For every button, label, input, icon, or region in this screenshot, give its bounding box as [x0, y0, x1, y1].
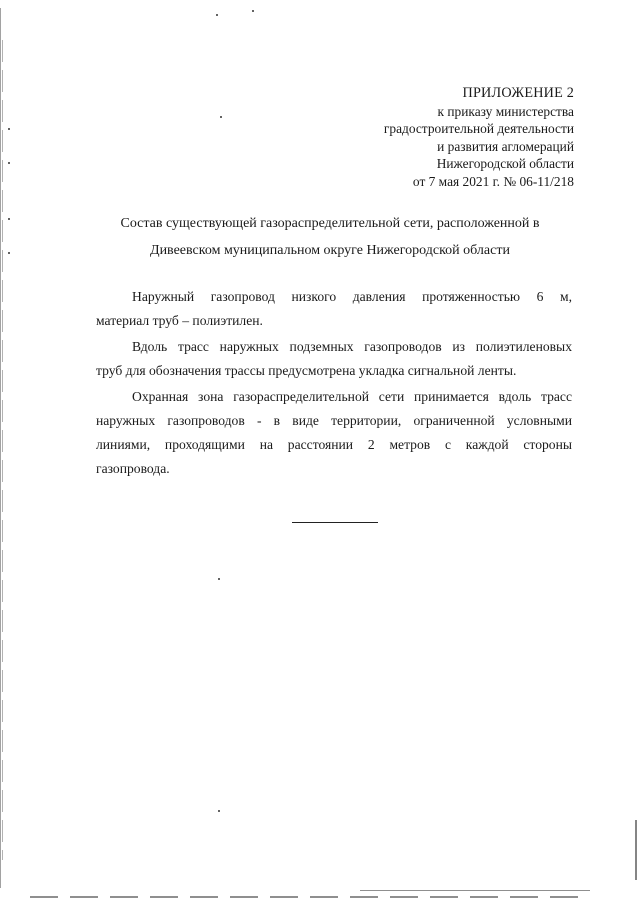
paragraph-line: Вдоль трасс наружных подземных газопроводов из полиэтиленовых	[132, 339, 572, 354]
scan-speck	[216, 14, 218, 16]
paragraph-line: Наружный газопровод низкого давления протяженностью 6 м,	[132, 289, 572, 304]
scan-bottom-artifact	[30, 896, 590, 898]
body-paragraph	[96, 385, 572, 481]
appendix-title: ПРИЛОЖЕНИЕ 2	[462, 85, 574, 101]
appendix-line: и развития агломераций	[437, 138, 574, 154]
paragraph-line: линиями, проходящими на расстоянии 2 метров с каждой стороны	[96, 437, 572, 452]
scan-bottom-artifact	[360, 890, 590, 891]
paragraph-line: труб для обозначения трассы предусмотрена укладка сигнальной ленты.	[96, 363, 517, 378]
appendix-header	[384, 85, 574, 191]
scan-speck	[8, 128, 10, 130]
body-paragraph	[96, 285, 572, 333]
document-title	[80, 210, 580, 264]
appendix-line: градостроительной деятельности	[383, 121, 574, 137]
scan-edge-artifact	[635, 820, 637, 880]
scan-edge-artifact	[2, 40, 3, 860]
appendix-order-reference: от 7 мая 2021 г. № 06-11/218	[412, 173, 574, 189]
scan-speck	[218, 810, 220, 812]
scan-speck	[252, 10, 254, 12]
paragraph-line: газопровода.	[96, 461, 170, 476]
scan-speck	[8, 252, 10, 254]
appendix-line: Нижегородской области	[436, 156, 574, 172]
end-of-document-rule	[292, 522, 378, 523]
paragraph-line: наружных газопроводов - в виде территории, ограниченной условными	[96, 413, 572, 428]
paragraph-line: Охранная зона газораспределительной сети принимается вдоль трасс	[132, 389, 572, 404]
appendix-line: к приказу министерства	[437, 103, 574, 119]
scan-speck	[218, 578, 220, 580]
document-title-line: Состав существующей газораспределительной сети, расположенной в	[120, 216, 540, 231]
paragraph-line: материал труб – полиэтилен.	[96, 313, 263, 328]
scan-speck	[8, 162, 10, 164]
body-paragraph	[96, 335, 572, 383]
scan-speck	[8, 218, 10, 220]
document-title-line: Дивеевском муниципальном округе Нижегородской области	[150, 243, 510, 258]
scan-speck	[220, 116, 222, 118]
